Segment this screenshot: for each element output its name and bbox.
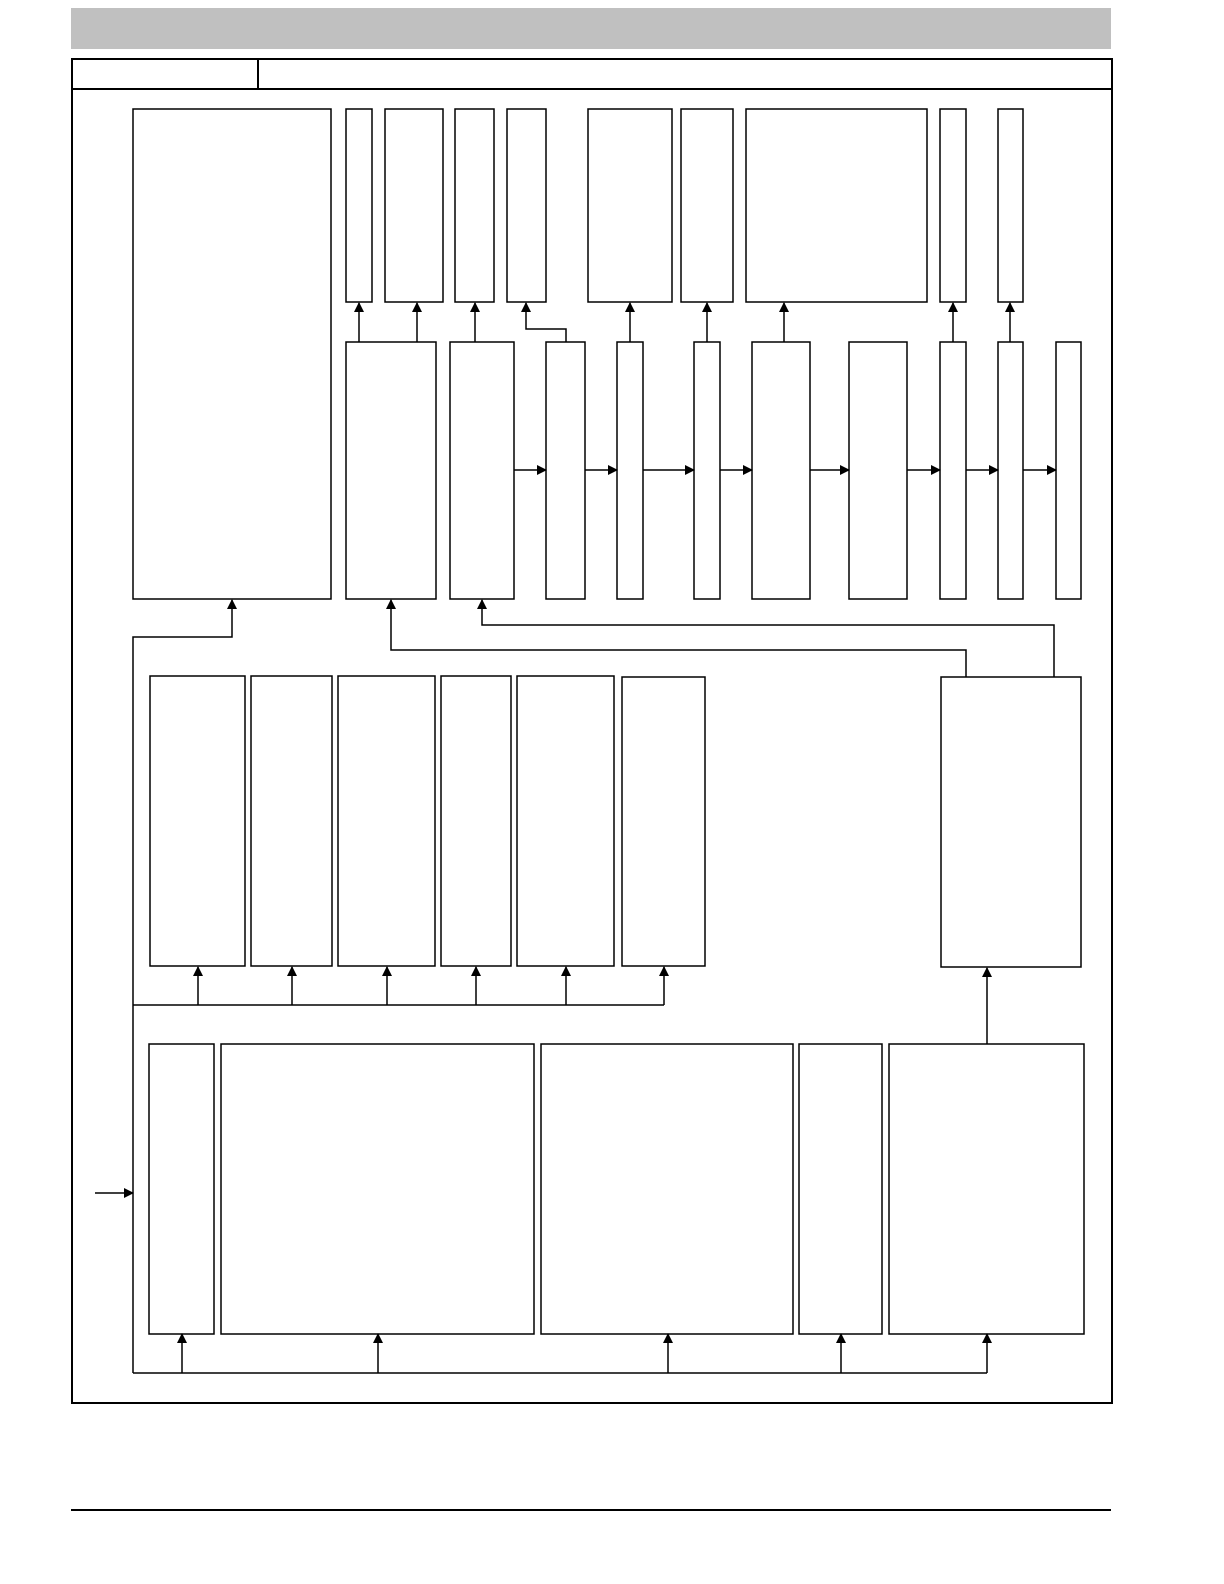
block-mid-5 xyxy=(694,342,720,599)
block-left-large xyxy=(133,109,331,599)
block-mid-8 xyxy=(940,342,966,599)
block-lower-6 xyxy=(622,677,705,966)
block-lower-4 xyxy=(441,676,511,966)
block-top-8 xyxy=(940,109,966,302)
block-mid-6 xyxy=(752,342,810,599)
block-top-6 xyxy=(681,109,733,302)
block-bottom-5 xyxy=(889,1044,1084,1334)
block-mid-9 xyxy=(998,342,1023,599)
connector-19 xyxy=(391,600,966,677)
block-bottom-4 xyxy=(799,1044,882,1334)
block-lower-right xyxy=(941,677,1081,967)
footer-rule xyxy=(71,1509,1111,1511)
block-top-1 xyxy=(346,109,372,302)
block-top-7 xyxy=(746,109,927,302)
connector-4 xyxy=(526,303,566,342)
block-lower-1 xyxy=(150,676,245,966)
block-bottom-3 xyxy=(541,1044,793,1334)
block-top-4 xyxy=(507,109,546,302)
block-lower-5 xyxy=(517,676,614,966)
block-top-9 xyxy=(998,109,1023,302)
block-mid-7 xyxy=(849,342,907,599)
block-mid-3 xyxy=(546,342,585,599)
block-mid-2 xyxy=(450,342,514,599)
block-top-2 xyxy=(385,109,443,302)
block-top-5 xyxy=(588,109,672,302)
connector-20 xyxy=(482,600,1054,677)
block-mid-10 xyxy=(1056,342,1081,599)
block-bottom-1 xyxy=(149,1044,214,1334)
blocks-layer xyxy=(133,109,1084,1334)
block-lower-2 xyxy=(251,676,332,966)
block-mid-1 xyxy=(346,342,436,599)
block-mid-4 xyxy=(617,342,643,599)
block-top-3 xyxy=(455,109,494,302)
block-lower-3 xyxy=(338,676,435,966)
block-bottom-2 xyxy=(221,1044,534,1334)
